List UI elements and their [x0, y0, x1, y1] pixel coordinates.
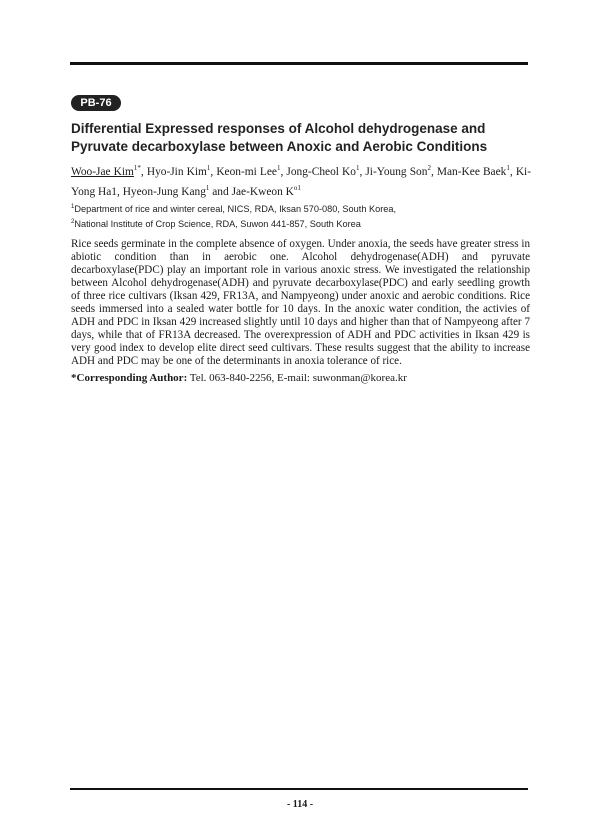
- page-number: - 114 -: [286, 799, 314, 810]
- author-affil-mark: 1: [206, 164, 211, 172]
- author-separator: ,: [140, 165, 147, 178]
- author-name: Hyo-Jin Kim: [146, 165, 207, 178]
- author-name: Jae-Kweon K: [231, 185, 294, 198]
- author-separator: ,: [430, 165, 437, 178]
- abstract-body: Rice seeds germinate in the complete absence of oxygen. Under anoxia, the seeds have greater stress in abiotic condition than in aerobic one. Alcohol dehydrogenase(ADH) and pyruvate decarboxylase(PDC) play an important role in various anoxic stress. We investigated the relationship between Alcohol dehydrogenase(ADH) and pyruvate decarboxylase(PDC) and early seedling growth of three rice cultivars (Iksan 429, FR13A, and Nampyeong) under anoxic and aerobic conditions. Rice seeds immersed into a sealed water bottle for 10 days. In the anoxic water condition, the activies of ADH and PDC in Iksan 429 increased slightly until 10 days and higher than that of Nampyeong after 7 days, while that of FR13A decreased. The overexpression of ADH and PDC activities in Iksan 429 is very good index to develop elite direct seed cultivars. These results suggest that the ability to increase ADH and PDC may be one of the determinants in anoxia tolerance of rice.: [71, 238, 530, 367]
- author-affil-mark: o1: [293, 183, 301, 192]
- affiliation-list: [71, 201, 531, 230]
- corresponding-contact: Tel. 063-840-2256, E-mail: suwonman@korea.kr: [187, 372, 407, 384]
- top-rule: [70, 62, 528, 65]
- author-separator: ,: [117, 185, 123, 198]
- paper-title: Differential Expressed responses of Alcohol dehydrogenase and Pyruvate decarboxylase between Anoxic and Aerobic Conditions: [71, 121, 488, 154]
- author-affil-mark: 1: [506, 164, 510, 172]
- affiliation-item: [71, 201, 531, 216]
- poster-id-badge: PB-76: [71, 95, 121, 111]
- author-name: Ji-Young Son: [365, 165, 428, 178]
- author-name: Woo-Jae Kim: [71, 165, 134, 178]
- author-affil-mark: 1: [205, 183, 210, 192]
- author-separator: and: [209, 185, 232, 198]
- affiliation-mark: 1: [71, 204, 75, 210]
- affiliation-item: [71, 216, 531, 231]
- author-affil-mark: 2: [427, 164, 431, 172]
- author-separator: ,: [509, 165, 516, 178]
- affiliation-mark: 2: [71, 218, 75, 225]
- author-name: Hyeon-Jung Kang: [122, 185, 206, 198]
- author-list: [71, 160, 531, 200]
- author-affil-mark: 1: [276, 164, 281, 172]
- author-name: Man-Kee Baek: [436, 165, 507, 178]
- author-name: Ki-Yong Ha1: [71, 165, 531, 198]
- author-separator: ,: [210, 165, 217, 178]
- corresponding-author: [71, 371, 531, 385]
- affiliation-text: Department of rice and winter cereal, NICS, RDA, Iksan 570-080, South Korea,: [74, 204, 397, 215]
- author-separator: ,: [280, 165, 287, 178]
- bottom-rule: [70, 788, 528, 790]
- affiliation-text: National Institute of Crop Science, RDA, Suwon 441-857, South Korea: [74, 218, 361, 229]
- author-name: Keon-mi Lee: [216, 165, 277, 178]
- author-name: Jong-Cheol Ko: [286, 165, 356, 178]
- author-separator: ,: [359, 165, 366, 178]
- author-affil-mark: 1*: [133, 164, 141, 172]
- author-affil-mark: 1: [355, 164, 360, 172]
- corresponding-label: *Corresponding Author:: [71, 372, 188, 384]
